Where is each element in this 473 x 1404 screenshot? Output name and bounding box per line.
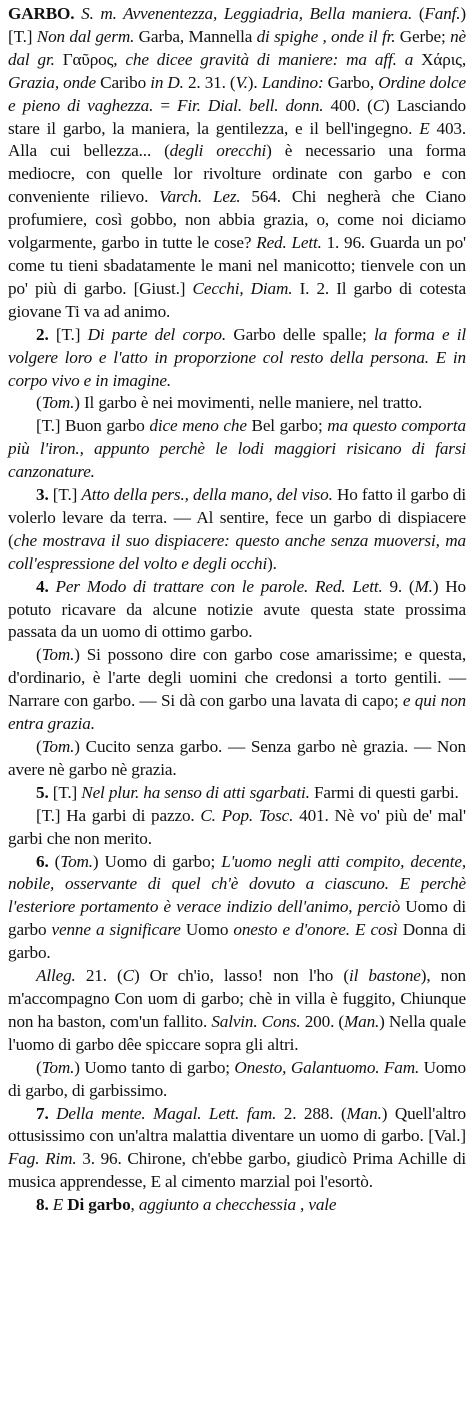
entry-text: E [419, 118, 430, 138]
entry-text: Bel garbo; [246, 416, 328, 436]
entry-paragraph [8, 392, 466, 415]
entry-label: 3. [36, 485, 49, 505]
entry-text: [T.] Ha garbi di pazzo. [36, 805, 201, 825]
entry-text: 403. Alla cui bellezza... ( [8, 118, 466, 161]
entry-text: ( [36, 645, 42, 665]
entry-label: 8. [36, 1195, 49, 1215]
entry-text: degli orecchi [169, 141, 267, 161]
entry-paragraph [8, 965, 466, 1057]
entry-text: [T.] Buon garbo [36, 416, 150, 436]
entry-text: Man. [346, 1103, 382, 1123]
entry-text: 564. Chi negherà che Ciano profumiere, così gobbo, non abbia grazia, o, come noi diciamo volgarmente, garbo in tutte le cose? [8, 187, 466, 253]
entry-text: ), non m'accompagno Con uom di garbo; chè in villa è fuggito, Chiunque non ha baston, com'un fallito. [8, 966, 466, 1031]
entry-label: 5. [36, 782, 49, 802]
entry-text: [T.] [48, 324, 88, 344]
entry-text: C. Pop. Tosc. [200, 805, 294, 825]
entry-text: aggiunto a checchessia , vale [138, 1195, 337, 1215]
entry-label: Di garbo [67, 1195, 131, 1215]
entry-text: ) Ho potuto ricavare da alcune notizie avute questa state prossima passata da un uomo di ottimo garbo. [8, 576, 466, 642]
entry-label: 2. [36, 324, 49, 344]
entry-text: Caribo [95, 72, 151, 92]
entry-text: Γαῦρος, [54, 49, 126, 69]
entry-text: Non dal germ. [36, 26, 135, 46]
entry-paragraph [8, 484, 466, 576]
entry-text: Della mente. Magal. Lett. fam. [56, 1103, 277, 1123]
entry-text: Farmi di questi garbi. [309, 782, 459, 802]
entry-text: 401. Nè vo' più de' mal' garbi che non merito. [8, 805, 466, 848]
entry-text: E [52, 1195, 64, 1215]
entry-text: Di parte del corpo. [87, 324, 226, 344]
entry-text: ) [T.] [8, 4, 466, 46]
entry-text: Uomo di garbo, di garbissimo. [8, 1057, 466, 1100]
entry-paragraph [8, 851, 466, 966]
entry-text: Garbo delle spalle; [226, 324, 374, 344]
entry-text: Garba, Mannella [134, 26, 257, 46]
entry-label: 6. [36, 851, 49, 871]
entry-text: [T.] [48, 485, 82, 505]
entry-text: V. [235, 72, 248, 92]
entry-text: il bastone [348, 966, 421, 986]
entry-text: che mostrava il suo dispiacere: questo anche senza muoversi, ma coll'espressione del volto e degli occhi [8, 530, 466, 573]
entry-text: in D. [150, 72, 184, 92]
entry-text: Fanf. [424, 4, 461, 23]
entry-text: Nel plur. ha senso di atti sgarbati. [81, 782, 310, 802]
entry-paragraph [8, 1057, 466, 1103]
entry-text: ) Uomo di garbo; [92, 851, 222, 871]
entry-text: , [130, 1195, 139, 1215]
entry-text: Man. [343, 1011, 380, 1031]
entry-text: L'uomo negli atti compito, decente, nobile, osservante di quel ch'è dovuto a ciascuno. E perchè l'esteriore portamento è verace indizio dell'animo, perciò [8, 851, 466, 917]
entry-text: venne a significare [51, 920, 181, 940]
entry-text: Uomo [180, 920, 234, 940]
entry-text: che dicee gravità di maniere: ma aff. a [125, 49, 414, 69]
entry-label: 7. [36, 1103, 49, 1123]
entry-text: e qui non entra grazia. [8, 691, 466, 734]
entry-text: Varch. Lez. [159, 187, 241, 207]
entry-text: C [372, 95, 385, 115]
entry-text: Tom. [41, 645, 75, 665]
entry-text: 3. 96. Chirone, ch'ebbe garbo, giudicò Prima Achille di musica apprendesse, E al cimento marzial poi l'esortò. [8, 1149, 466, 1192]
entry-text [49, 1104, 57, 1123]
entry-text: Donna di garbo. [8, 920, 466, 963]
entry-text: Tom. [41, 393, 75, 413]
entry-text: ) Nella quale l'uomo di garbo dêe spiccare sopra gli altri. [8, 1011, 466, 1054]
entry-text: ) Cucito senza garbo. — Senza garbo nè grazia. — Non avere nè garbo nè grazia. [8, 737, 466, 779]
entry-text: M. [414, 576, 433, 596]
entry-text: 9. ( [382, 576, 415, 596]
entry-text: Ho fatto il garbo di volerlo levare da terra. — Al sentire, fece un garbo di dispiacere ( [8, 485, 466, 550]
entry-text: Salvin. Cons. [211, 1011, 301, 1031]
entry-text: Grazia, onde [8, 72, 96, 92]
entry-text: Χάρις, [413, 49, 466, 69]
entry-text: ) Uomo tanto di garbo; [74, 1057, 235, 1077]
entry-text: ). [247, 72, 262, 92]
entry-text: Tom. [41, 737, 75, 756]
entry-text: ) Or ch'io, lasso! non l'ho ( [133, 966, 349, 986]
entry-text: Cecchi, Diam. [192, 278, 293, 298]
entry-paragraph [8, 3, 466, 324]
entry-text: ( [48, 851, 61, 871]
entry-paragraph [8, 415, 466, 484]
entry-label: 4. [36, 576, 49, 596]
entry-paragraph [8, 644, 466, 736]
entry-text: ) Si possono dire con garbo cose amarissime; e questa, d'ordinario, è l'arte degli uomini che credonsi a torto gentili. — Narrare con garbo. — Si dà con garbo una lavata di capo; [8, 645, 466, 711]
entry-text: Tom. [41, 1057, 75, 1077]
entry-text: 2. 288. ( [276, 1103, 347, 1123]
entry-text: ) è necessario una forma mediocre, con quelle lor rivolture ordinate con garbo e con conveniente rilievo. [8, 141, 466, 207]
entry-text: Onesto, Galantuomo. Fam. [234, 1057, 420, 1077]
entry-text: Fir. Dial. bell. donn. [177, 95, 324, 115]
entry-text: ( [412, 4, 425, 23]
entry-text: nè dal gr. [8, 26, 467, 69]
entry-text: 21. ( [75, 966, 123, 986]
entry-text: ma questo comporta più l'iron., appunto perchè le lodi maggiori risicano di farsi canzonature. [8, 416, 466, 482]
entry-text: Tom. [60, 851, 93, 871]
entry-text: la forma e il volgere loro e l'atto in proporzione col resto della persona. E in corpo vivo e in imagine. [8, 324, 466, 390]
entry-text: ) Quell'altro ottusissimo con un'altra malattia diventare un uomo di garbo. [Val.] [8, 1103, 466, 1146]
entry-text: dice meno che [149, 416, 247, 436]
entry-text: Atto della pers., della mano, del viso. [81, 485, 333, 505]
entry-text: 200. ( [300, 1011, 344, 1031]
entry-text: Gerbe; [395, 26, 451, 46]
entry-text: 1. 96. Guarda un po' come tu tieni sbadatamente le mani nel manicotto; tienvele con un po' più di garbo. [Giust.] [8, 233, 466, 298]
entry-paragraph [8, 324, 466, 393]
entry-text: ( [36, 1057, 42, 1077]
entry-text: [T.] [48, 782, 82, 802]
entry-text: I. 2. Il garbo di cotesta giovane Ti va ad animo. [8, 278, 466, 321]
entry-text: Alleg. [36, 966, 76, 986]
entry-text: 2. 31. ( [183, 72, 236, 92]
entry-text: ) Lasciando stare il garbo, la maniera, la gentilezza, e il bell'ingegno. [8, 95, 466, 138]
entry-label: GARBO. [8, 4, 75, 23]
entry-text: ) Il garbo è nei movimenti, nelle maniere, nel tratto. [74, 393, 423, 413]
entry-paragraph [8, 805, 466, 851]
entry-text: = [153, 95, 177, 115]
entry-paragraph [8, 736, 466, 782]
entry-text: di spighe , onde il fr. [256, 26, 396, 46]
entry-text: Landino: [261, 72, 324, 92]
entry-text: Fag. Rim. [8, 1149, 77, 1169]
entry-text: S. m. Avvenentezza, Leggiadria, Bella maniera. [81, 4, 413, 23]
entry-text: ). [267, 553, 277, 573]
entry-paragraph [8, 1103, 466, 1195]
entry-paragraph [8, 576, 466, 645]
entry-text: ( [36, 737, 42, 756]
entry-text: onesto e d'onore. E così [233, 920, 398, 940]
entry-text: Per Modo di trattare con le parole. Red. Lett. [55, 576, 383, 596]
entry-text: Ordine dolce e pieno di vaghezza. [8, 72, 466, 115]
entry-text: Red. Lett. [256, 233, 322, 253]
entry-text: 400. ( [323, 95, 373, 115]
entry-paragraph [8, 1194, 466, 1217]
entry-text: Uomo di garbo [8, 897, 466, 940]
entry-text: ( [36, 393, 42, 413]
entry-paragraph [8, 782, 466, 805]
entry-text: Garbo, [323, 72, 379, 92]
entry-text: C [122, 966, 134, 986]
